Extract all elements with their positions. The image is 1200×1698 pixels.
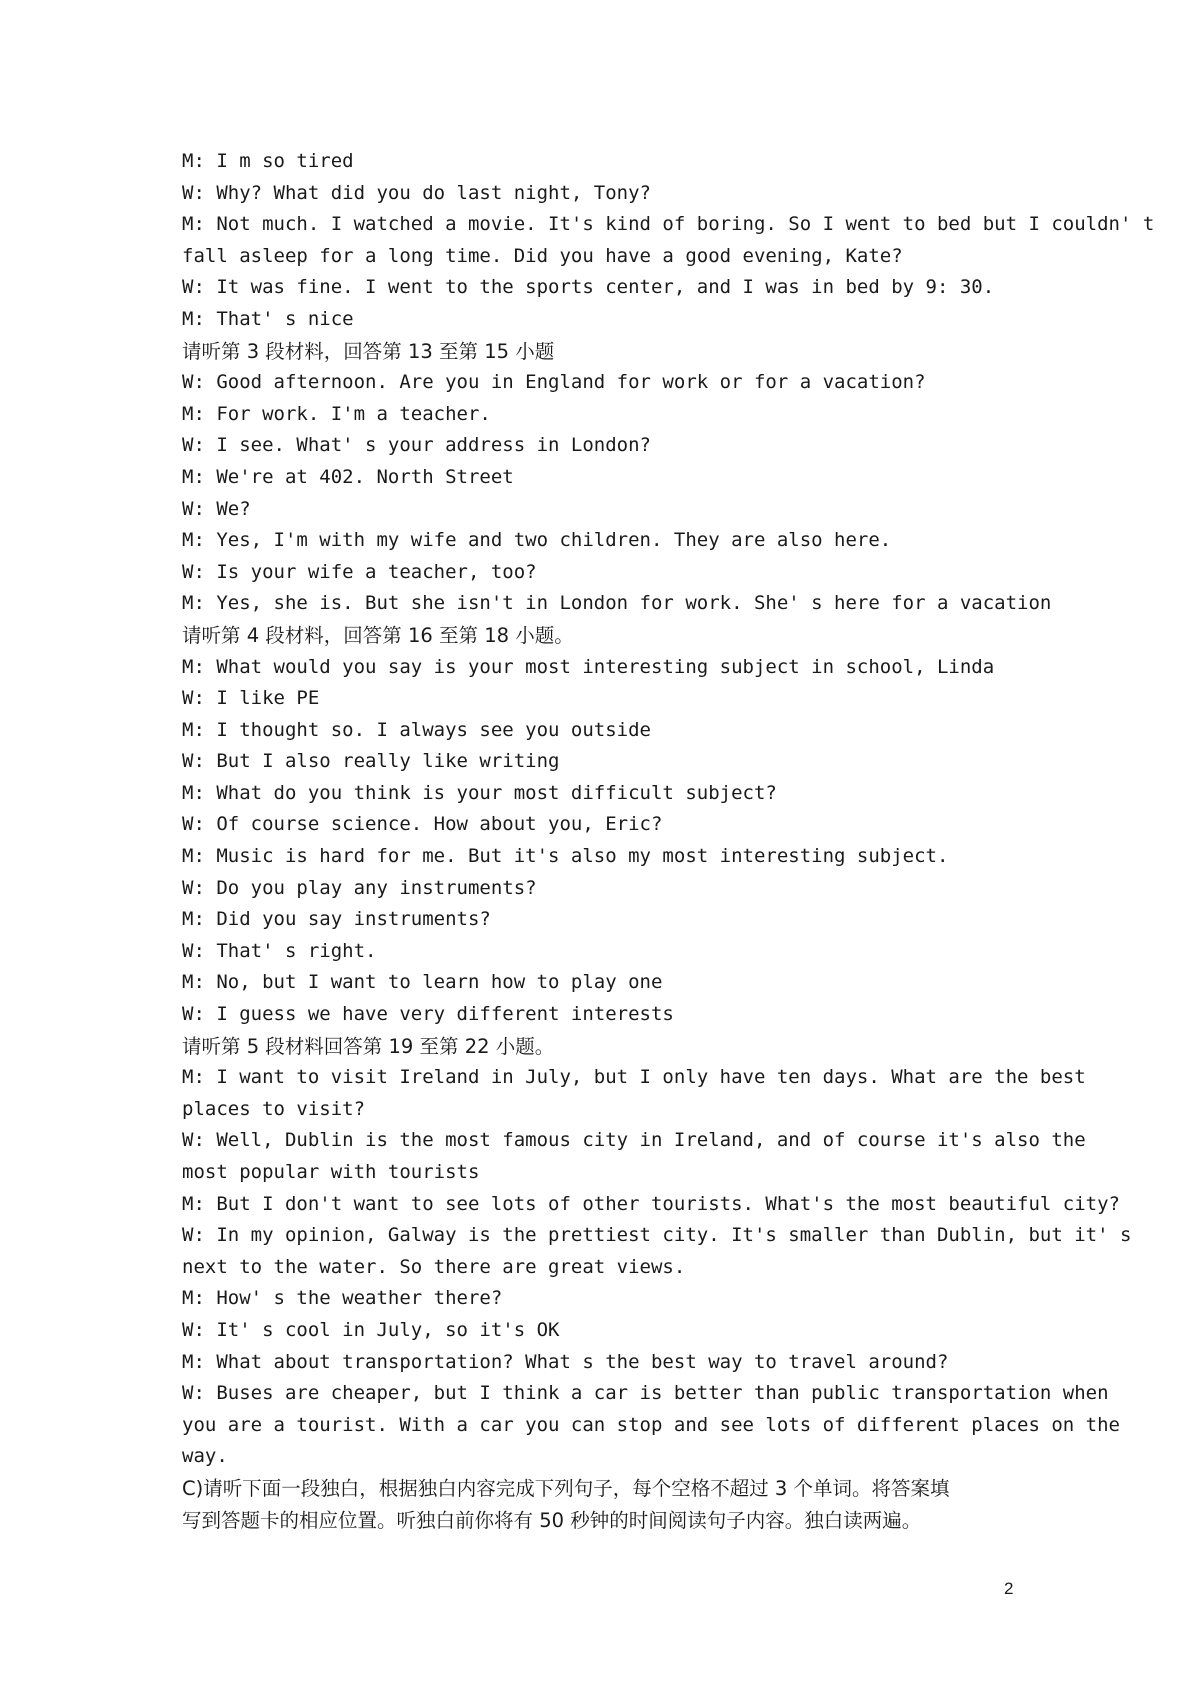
dialogue-line: M: Did you say instruments? [182,908,491,931]
dialogue-line: M: For work. I'm a teacher. [182,402,491,425]
dialogue-line: M: Music is hard for me. But it's also my most interesting subject. [182,845,949,868]
dialogue-line: W: We? [182,497,251,520]
dialogue-line: W: But I also really like writing [182,750,560,773]
dialogue-line: M: We're at 402. North Street [182,465,514,488]
page-number: 2 [1004,1579,1014,1598]
section-instruction: 请听第 4 段材料，回答第 16 至第 18 小题。 [182,623,574,647]
dialogue-line: M: Yes, I'm with my wife and two children. They are also here. [182,529,892,552]
dialogue-line: M: I want to visit Ireland in July, but I only have ten days. What are the best [182,1066,1086,1089]
dialogue-line: W: In my opinion, Galway is the prettiest city. It's smaller than Dublin, but it' s [182,1224,1132,1247]
section-instruction: 写到答题卡的相应位置。听独白前你将有 50 秒钟的时间阅读句子内容。独白读两遍。 [182,1508,922,1532]
dialogue-line: W: Is your wife a teacher, too? [182,560,537,583]
dialogue-line: M: What would you say is your most interesting subject in school, Linda [182,655,995,678]
dialogue-line: way. [182,1445,228,1468]
dialogue-line: W: Well, Dublin is the most famous city in Ireland, and of course it's also the [182,1129,1086,1152]
dialogue-line: M: What about transportation? What s the best way to travel around? [182,1350,949,1373]
dialogue-line: next to the water. So there are great views. [182,1255,686,1278]
dialogue-line: places to visit? [182,1097,366,1120]
dialogue-line: W: Buses are cheaper, but I think a car is better than public transportation when [182,1382,1109,1405]
dialogue-line: W: I like PE [182,687,320,710]
section-instruction: 请听第 5 段材料回答第 19 至第 22 小题。 [182,1034,555,1058]
dialogue-line: M: I m so tired [182,150,354,172]
dialogue-line: W: It' s cool in July, so it's OK [182,1318,560,1341]
dialogue-line: M: No, but I want to learn how to play one [182,971,663,994]
dialogue-line: M: What do you think is your most difficult subject? [182,781,777,804]
dialogue-line: you are a tourist. With a car you can stop and see lots of different places on the [182,1413,1120,1436]
dialogue-line: W: I guess we have very different interests [182,1003,674,1026]
dialogue-line: W: It was fine. I went to the sports center, and I was in bed by 9: 30. [182,276,995,299]
dialogue-line: M: I thought so. I always see you outside [182,718,651,741]
dialogue-line: M: That' s nice [182,307,354,330]
dialogue-line: W: I see. What' s your address in London? [182,434,651,457]
dialogue-line: M: How' s the weather there? [182,1287,503,1310]
section-instruction: C)请听下面一段独白，根据独白内容完成下列句子，每个空格不超过 3 个单词。将答案填 [182,1476,950,1500]
dialogue-line: W: That' s right. [182,939,377,962]
dialogue-line: W: Good afternoon. Are you in England for work or for a vacation? [182,371,926,394]
transcript-body [182,146,1155,1536]
dialogue-line: W: Do you play any instruments? [182,876,537,899]
dialogue-line: W: Why? What did you do last night, Tony? [182,181,651,204]
dialogue-line: fall asleep for a long time. Did you have a good evening, Kate? [182,244,903,267]
dialogue-line: M: Not much. I watched a movie. It's kind of boring. So I went to bed but I couldn' t [182,213,1155,236]
dialogue-line: M: Yes, she is. But she isn't in London for work. She' s here for a vacation [182,592,1052,615]
dialogue-line: most popular with tourists [182,1161,480,1183]
dialogue-line: W: Of course science. How about you, Eric? [182,813,663,836]
dialogue-line: M: But I don't want to see lots of other tourists. What's the most beautiful city? [182,1192,1120,1215]
section-instruction: 请听第 3 段材料，回答第 13 至第 15 小题 [182,339,555,363]
